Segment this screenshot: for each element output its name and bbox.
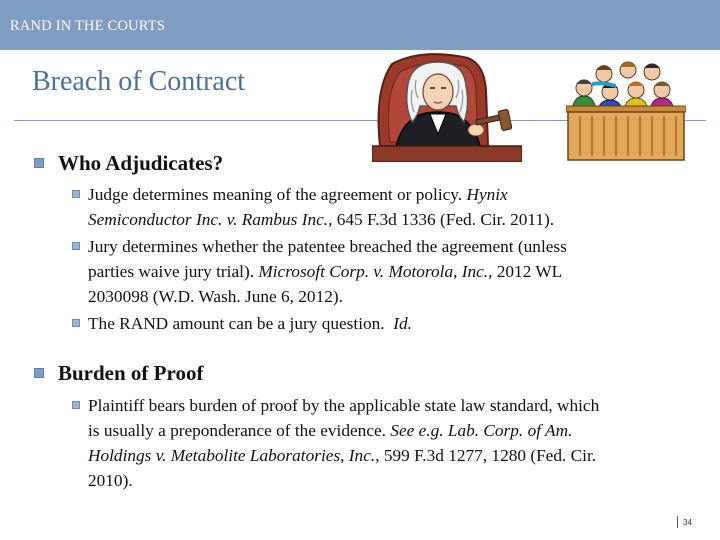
bullet-text — [88, 234, 567, 309]
header-band — [0, 0, 720, 50]
text-run: Jury determines whether the patentee breached the agreement (unless — [88, 237, 567, 256]
bullet-plaintiff-burden — [88, 393, 599, 493]
text-line — [88, 259, 567, 284]
text-run: parties waive jury trial). — [88, 262, 259, 281]
page-number: 34 — [683, 518, 692, 527]
judge-gavel-icon — [372, 50, 522, 162]
page-number-divider — [677, 516, 678, 528]
text-run: Judge determines meaning of the agreement or policy. — [88, 185, 467, 204]
text-line — [88, 234, 567, 259]
case-citation: Hynix — [466, 185, 508, 204]
bullet-text — [88, 182, 554, 232]
bullet-jury-determines — [88, 234, 567, 309]
bullet-judge-determines — [88, 182, 554, 232]
section-heading-text: Who Adjudicates? — [58, 151, 224, 175]
text-line — [88, 418, 599, 443]
text-run: 2010). — [88, 471, 133, 490]
text-run: 2030098 (W.D. Wash. June 6, 2012). — [88, 287, 343, 306]
bullet-marker — [34, 158, 44, 168]
case-citation: Microsoft Corp. v. Motorola, Inc. — [258, 262, 489, 281]
text-run: , 2012 WL — [488, 262, 563, 281]
section-heading-text: Burden of Proof — [58, 361, 204, 385]
case-citation: Holdings v. Metabolite Laboratories, Inc. — [88, 446, 376, 465]
text-run: , 599 F.3d 1277, 1280 (Fed. Cir. — [375, 446, 597, 465]
jury-box-icon — [566, 58, 686, 162]
bullet-marker — [34, 368, 44, 378]
section-heading-burden-of-proof — [58, 361, 203, 386]
case-citation: See e.g. Lab. Corp. of Am. — [390, 421, 573, 440]
text-line — [88, 311, 412, 336]
bullet-marker — [72, 242, 80, 250]
slide-title: Breach of Contract — [32, 66, 246, 97]
text-line — [88, 207, 554, 232]
text-line — [88, 182, 554, 207]
text-line — [88, 443, 599, 468]
text-line — [88, 284, 567, 309]
text-line — [88, 393, 599, 418]
text-run: The RAND amount can be a jury question. — [88, 314, 394, 333]
bullet-marker — [72, 319, 80, 327]
text-run: , 645 F.3d 1336 (Fed. Cir. 2011). — [328, 210, 555, 229]
section-heading-who-adjudicates — [58, 151, 223, 176]
case-citation: Semiconductor Inc. v. Rambus Inc. — [88, 210, 329, 229]
bullet-rand-amount — [88, 311, 412, 336]
text-run: Plaintiff bears burden of proof by the applicable state law standard, which — [88, 396, 600, 415]
bullet-marker — [72, 401, 80, 409]
bullet-marker — [72, 190, 80, 198]
section-label: RAND IN THE COURTS — [10, 18, 166, 34]
bullet-text — [88, 393, 599, 493]
case-citation: Id. — [393, 314, 412, 333]
text-run: is usually a preponderance of the evidence. — [88, 421, 391, 440]
text-line — [88, 468, 599, 493]
bullet-text — [88, 311, 412, 336]
